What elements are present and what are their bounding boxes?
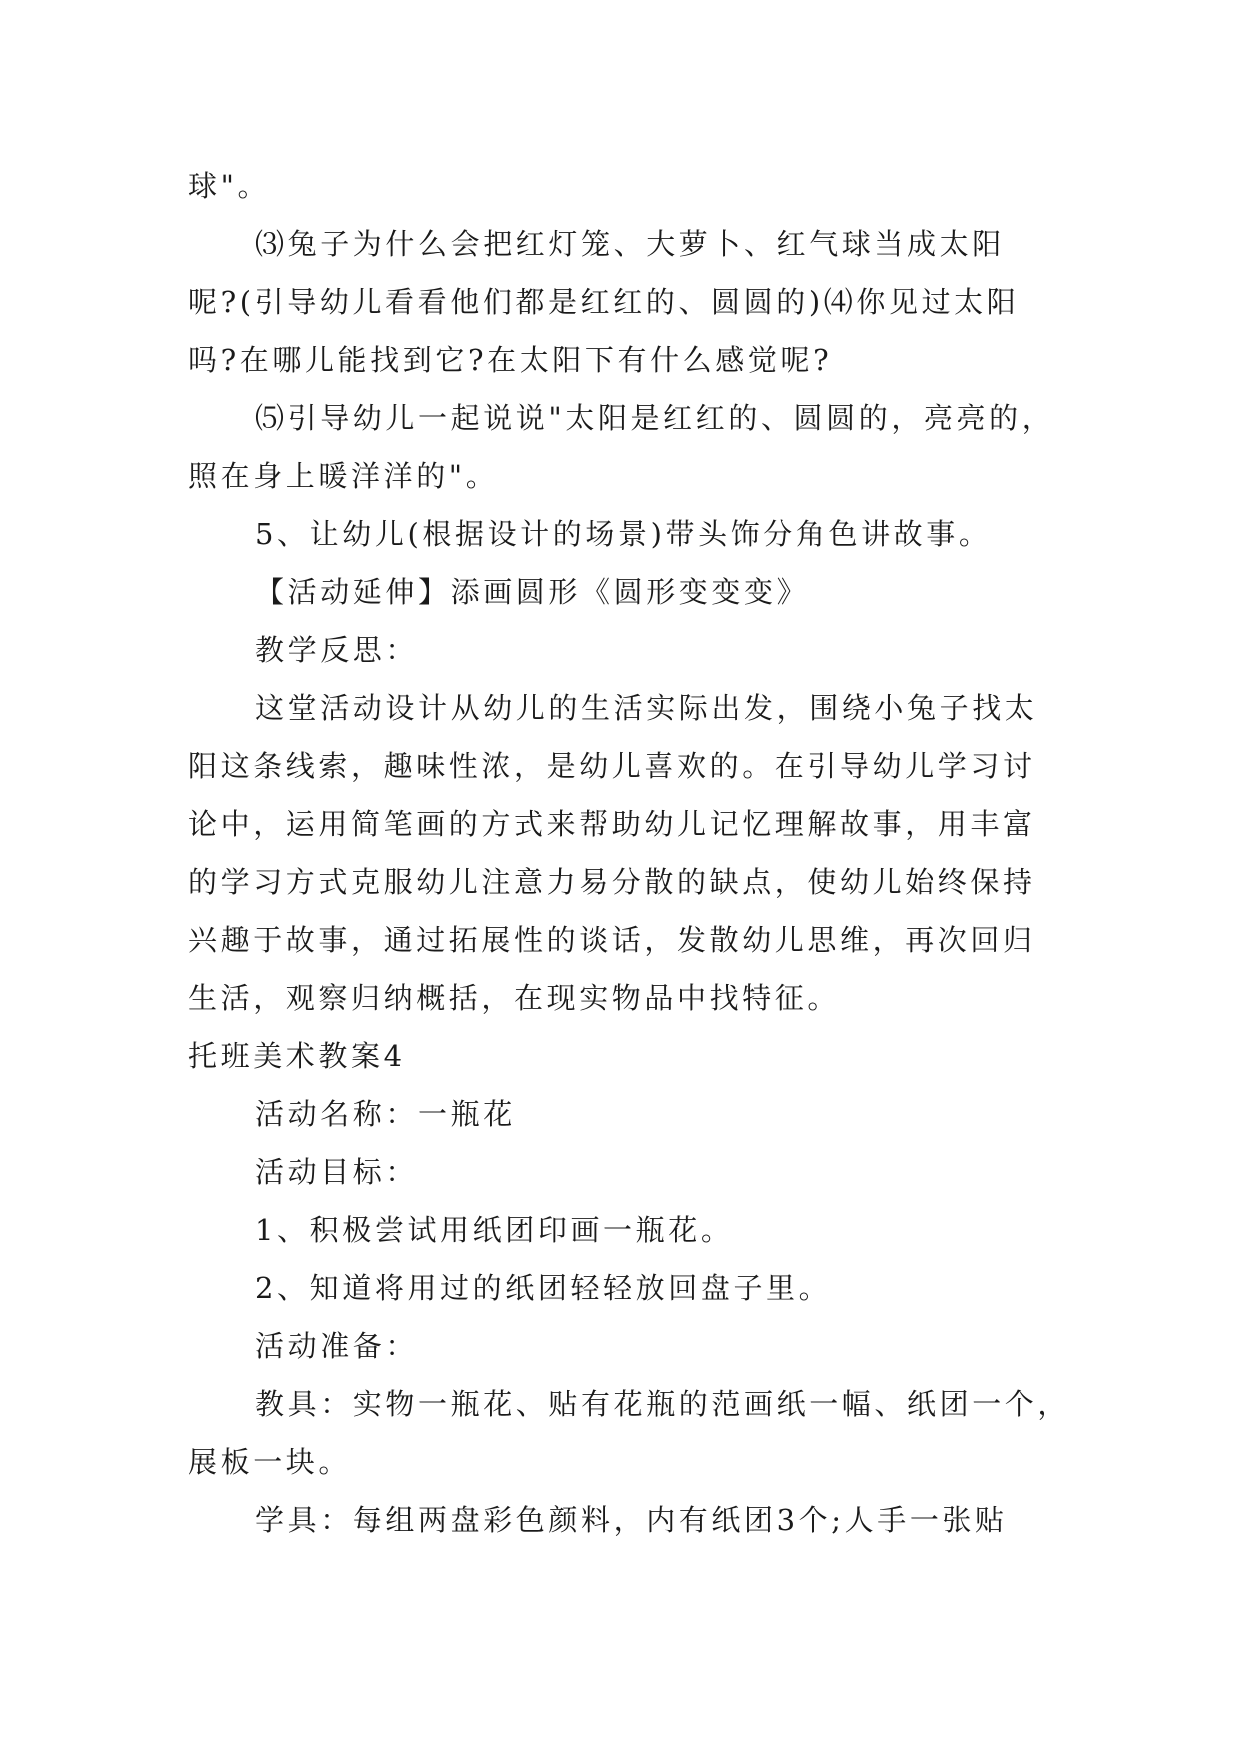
section-heading: 活动目标： — [255, 1155, 419, 1189]
section-heading: 活动准备： — [255, 1329, 419, 1363]
text-line: ⑸引导幼儿一起说说"太阳是红红的、圆圆的，亮亮的， — [255, 401, 1055, 435]
text-line: 展板一块。 — [188, 1445, 352, 1479]
text-line: 论中，运用简笔画的方式来帮助幼儿记忆理解故事，用丰富 — [188, 807, 1036, 841]
text-line: 的学习方式克服幼儿注意力易分散的缺点，使幼儿始终保持 — [188, 865, 1036, 899]
text-line: 生活，观察归纳概括，在现实物品中找特征。 — [188, 981, 841, 1015]
text-line: 照在身上暖洋洋的"。 — [188, 459, 499, 493]
text-line: 吗?在哪儿能找到它?在太阳下有什么感觉呢? — [188, 343, 833, 377]
section-heading: 教学反思： — [255, 633, 419, 667]
text-line: ⑶兔子为什么会把红灯笼、大萝卜、红气球当成太阳 — [255, 227, 1005, 261]
text-line: 兴趣于故事，通过拓展性的谈话，发散幼儿思维，再次回归 — [188, 923, 1036, 957]
text-line: 呢?(引导幼儿看看他们都是红红的、圆圆的)⑷你见过太阳 — [188, 285, 1020, 319]
text-line: 这堂活动设计从幼儿的生活实际出发，围绕小兔子找太 — [255, 691, 1038, 725]
text-line: 1、积极尝试用纸团印画一瓶花。 — [255, 1213, 734, 1247]
text-line: 2、知道将用过的纸团轻轻放回盘子里。 — [255, 1271, 832, 1305]
text-line: 阳这条线索，趣味性浓，是幼儿喜欢的。在引导幼儿学习讨 — [188, 749, 1036, 783]
text-line: 学具：每组两盘彩色颜料，内有纸团3个;人手一张贴 — [255, 1503, 1008, 1537]
text-line: 活动名称：一瓶花 — [255, 1097, 516, 1131]
lesson-title: 托班美术教案4 — [188, 1039, 406, 1073]
text-line: 教具：实物一瓶花、贴有花瓶的范画纸一幅、纸团一个， — [255, 1387, 1071, 1421]
text-line: 5、让幼儿(根据设计的场景)带头饰分角色讲故事。 — [255, 517, 992, 551]
section-heading: 【活动延伸】添画圆形《圆形变变变》 — [255, 575, 810, 609]
text-line: 球"。 — [188, 169, 271, 203]
